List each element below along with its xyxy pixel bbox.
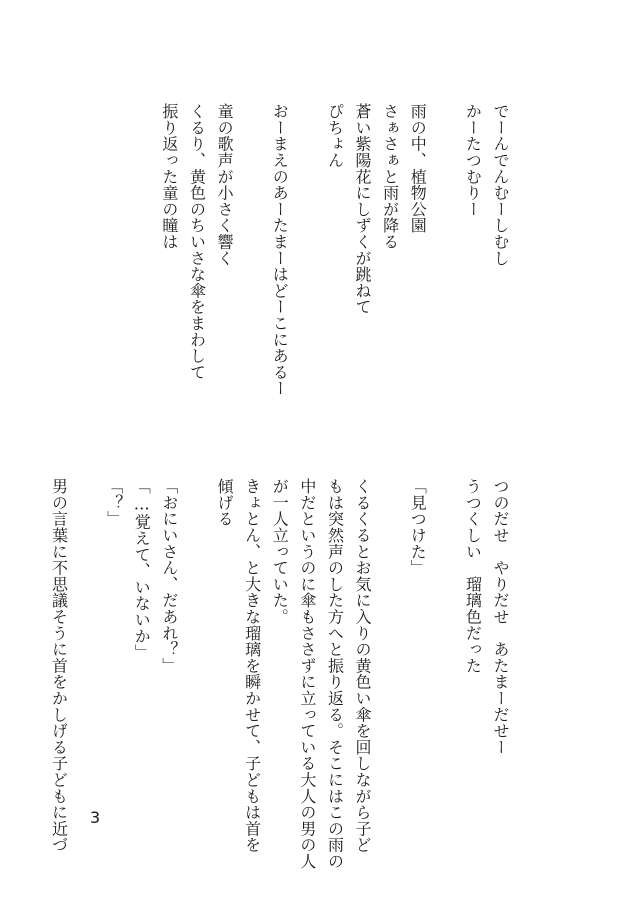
blank-line	[431, 478, 459, 800]
text-line: 童の歌声が小さく響く	[215, 103, 235, 266]
text-line: 蒼い紫陽花にしずくが跳ねて	[353, 103, 373, 315]
text-line: つのだせ やりだせ あたまーだせー	[491, 478, 510, 756]
prose-section-bottom	[49, 478, 514, 870]
verse-section-top	[102, 103, 514, 403]
text-line: でーんでんむーしむし	[491, 103, 510, 266]
text-line: が一人立っていた。	[270, 478, 290, 625]
page-number: 3	[90, 808, 101, 827]
blank-line	[431, 103, 459, 403]
text-line: 雨の中、植物公園	[408, 103, 428, 234]
dialogue-line: 「おにいさん、だあれ？」	[159, 478, 179, 674]
text-line: もは突然声のした方へと振り返る。そこにはこの雨の	[325, 478, 345, 870]
text-line: かーたつむりー	[463, 103, 483, 218]
text-line: さぁさぁと雨が降る	[380, 103, 400, 250]
text-line: 男の言葉に不思議そうに首をかしげる子どもに近づ	[49, 478, 69, 853]
text-line: 傾げる	[215, 478, 235, 527]
text-line: 振り返った童の瞳は	[159, 103, 179, 250]
dialogue-line: 「見つけた」	[408, 478, 428, 576]
blank-line	[183, 478, 211, 800]
text-line: くるり、黄色のちいさな傘をまわして	[187, 103, 207, 381]
blank-line	[73, 478, 101, 800]
blank-line	[293, 103, 321, 403]
text-line: うつくしい 瑠璃色だった	[463, 478, 483, 674]
text-line: ぴちょん	[325, 103, 345, 169]
text-line: 中だというのに傘もささずに立っている大人の男の人	[297, 478, 317, 870]
text-line: くるくるとお気に入りの黄色い傘を回しながら子ど	[353, 478, 373, 853]
dialogue-line: 「？」	[104, 478, 124, 527]
text-line: おーまえのあーたまーはどーこにあるー	[270, 103, 290, 397]
blank-line	[238, 103, 266, 403]
blank-line	[376, 478, 404, 800]
dialogue-line: 「…覚えて、いないか」	[132, 478, 152, 661]
text-line: きょとん、と大きな瑠璃を瞬かせて、子どもは首を	[242, 478, 262, 853]
